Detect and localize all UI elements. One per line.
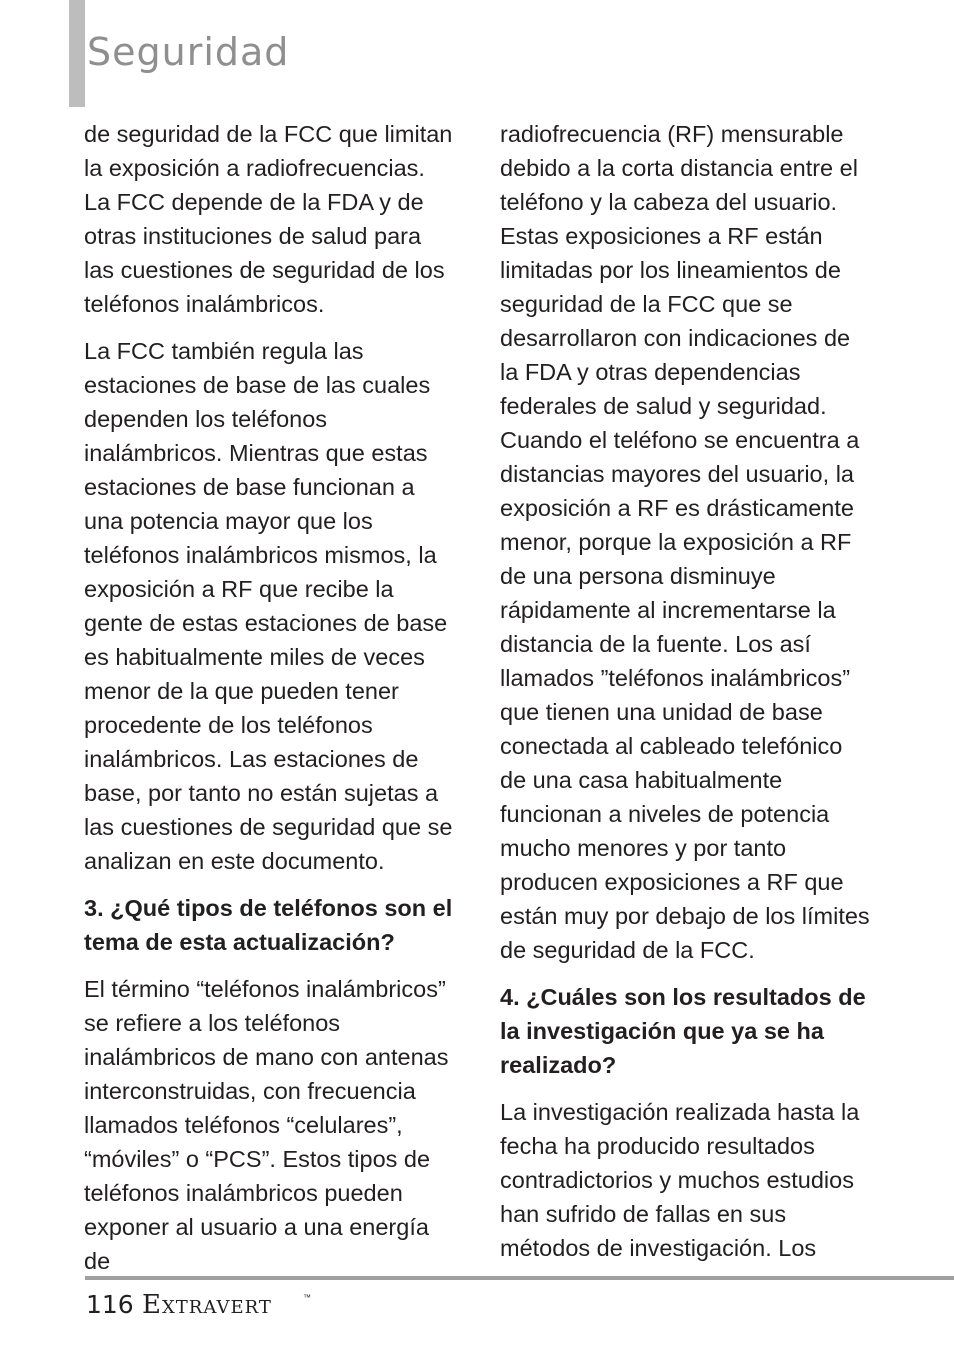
page-number: 116: [86, 1290, 134, 1319]
left-column: [84, 117, 454, 1291]
brand-name: Extravert: [142, 1290, 272, 1320]
footer-rule: [85, 1276, 954, 1280]
right-column: [500, 117, 872, 1278]
section-side-bar: [69, 0, 85, 107]
question-heading-3: 3. ¿Qué tipos de teléfonos son el tema de esta actualización?: [84, 895, 453, 955]
trademark-symbol: ™: [303, 1293, 311, 1302]
paragraph: radiofrecuencia (RF) mensurable debido a la corta distancia entre el teléfono y la cabeza del usuario. Estas exposiciones a RF están limitadas por los lineamientos de seguridad de la FCC que se desarrollaron con indicaciones de la FDA y otras dependencias federales de salud y seguridad. Cuando el teléfono se encuentra a distancias mayores del usuario, la exposición a RF es drásticamente menor, porque la exposición a RF de una persona disminuye rápidamente al incrementarse la distancia de la fuente. Los así llamados ”teléfonos inalámbricos” que tienen una unidad de base conectada al cableado telefónico de una casa habitualmente funcionan a niveles de potencia mucho menores y por tanto producen exposiciones a RF que están muy por debajo de los límites de seguridad de la FCC.: [500, 121, 870, 963]
paragraph: El término “teléfonos inalámbricos” se refiere a los teléfonos inalámbricos de mano con antenas interconstruidas, con frecuencia llamados teléfonos “celulares”, “móviles” o “PCS”. Estos tipos de teléfonos inalámbricos pueden exponer al usuario a una energía de: [84, 976, 449, 1274]
paragraph: de seguridad de la FCC que limitan la exposición a radiofrecuencias. La FCC depende de la FDA y de otras instituciones de salud para las cuestiones de seguridad de los teléfonos inalámbricos.: [84, 121, 453, 317]
section-title: Seguridad: [87, 30, 290, 74]
paragraph: La FCC también regula las estaciones de base de las cuales dependen los teléfonos inalámbricos. Mientras que estas estaciones de base funcionan a una potencia mayor que los teléfonos inalámbricos mismos, la exposición a RF que recibe la gente de estas estaciones de base es habitualmente miles de veces menor de la que pueden tener procedente de los teléfonos inalámbricos. Las estaciones de base, por tanto no están sujetas a las cuestiones de seguridad que se analizan en este documento.: [84, 338, 453, 874]
question-heading-4: 4. ¿Cuáles son los resultados de la investigación que ya se ha realizado?: [500, 984, 866, 1078]
paragraph: La investigación realizada hasta la fecha ha producido resultados contradictorios y muchos estudios han sufrido de fallas en sus métodos de investigación. Los: [500, 1099, 860, 1261]
